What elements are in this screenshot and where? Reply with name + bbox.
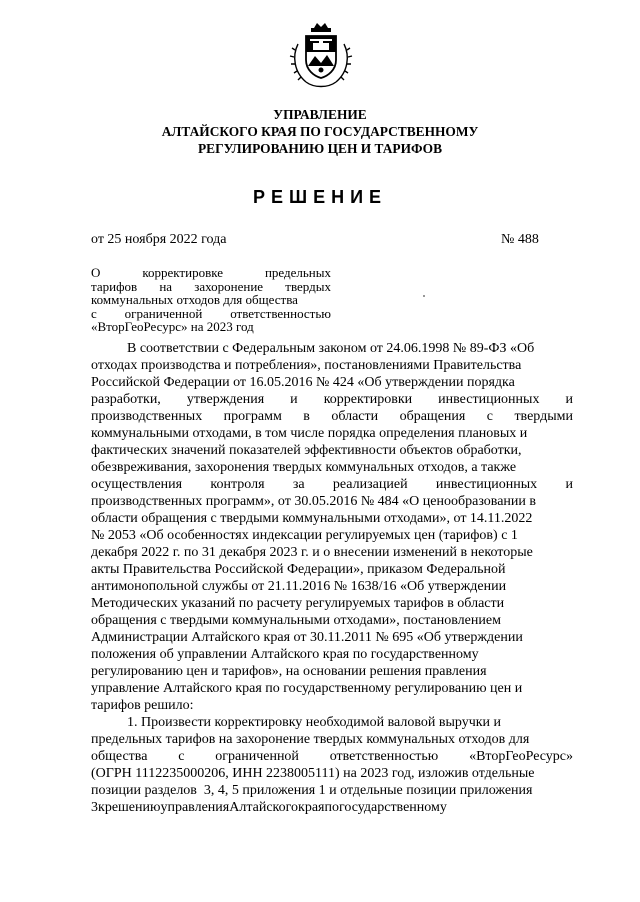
line-word: с — [178, 749, 185, 764]
line-word: ограниченной — [124, 305, 203, 321]
body-line — [91, 663, 573, 680]
body-line — [91, 680, 573, 697]
body-line — [91, 527, 573, 544]
body-line — [91, 425, 573, 442]
body-line — [91, 697, 573, 714]
line-word: Российской Федерации от 16.05.2016 № 424 «Об утверждении порядка — [91, 375, 515, 390]
line-word: инвестиционных — [438, 392, 540, 407]
subject-line — [91, 266, 331, 280]
line-word: ответственностью — [329, 749, 439, 764]
line-word: № 2053 «Об особенностях индексации регулируемых цен (тарифов) с 1 — [91, 528, 518, 543]
org-name-line-3: РЕГУЛИРОВАНИЮ ЦЕН И ТАРИФОВ — [197, 141, 443, 156]
line-word: обращения — [399, 409, 466, 424]
body-line — [91, 765, 573, 782]
line-word: производственных — [91, 409, 203, 424]
line-word: 3 — [91, 800, 98, 815]
line-word: Алтайского — [229, 800, 299, 815]
line-word: производственных программ», от 30.05.2016 № 484 «О ценообразовании в — [91, 494, 536, 509]
org-name-line-2: АЛТАЙСКОГО КРАЯ ПО ГОСУДАРСТВЕННОМУ — [161, 124, 479, 139]
line-word: контроля — [210, 477, 265, 492]
body-line — [91, 408, 573, 425]
line-word: управление Алтайского края по государственному регулированию цен и — [91, 681, 523, 696]
body-line — [91, 799, 573, 816]
document-date: от 25 ноября 2022 года — [91, 232, 227, 247]
line-word: корректировке — [142, 265, 223, 280]
line-word: ответственностью — [230, 305, 331, 321]
body-line — [91, 578, 573, 595]
body-line — [91, 340, 573, 357]
line-word: к — [98, 800, 105, 815]
line-word: решению — [104, 800, 161, 815]
line-word: с — [91, 305, 97, 321]
line-word: программ — [223, 409, 282, 424]
subject-line — [91, 320, 331, 334]
line-word: с — [486, 409, 493, 424]
body-line — [91, 476, 573, 493]
line-word: на — [159, 278, 173, 294]
line-word: Методических указаний по расчету регулируемых тарифов в области — [91, 596, 505, 611]
body-line — [91, 646, 573, 663]
line-word: по — [324, 800, 339, 815]
line-word: твердыми — [514, 409, 573, 424]
document-title: РЕШЕНИЕ — [252, 187, 388, 207]
line-word: инвестиционных — [435, 477, 538, 492]
line-word: за — [292, 477, 305, 492]
line-word: предельных тарифов на захоронение твердых коммунальных отходов для — [91, 732, 530, 747]
line-word: регулированию цен и тарифов», на основании решения правления — [91, 664, 487, 679]
body-line — [91, 714, 573, 731]
line-word: и — [290, 392, 298, 407]
line-word: тарифов решило: — [91, 698, 194, 713]
body-line — [91, 612, 573, 629]
line-word: края — [298, 800, 325, 815]
line-word: утверждения — [186, 392, 265, 407]
line-word: и — [565, 392, 573, 407]
body-line — [91, 748, 573, 765]
body-line — [91, 459, 573, 476]
coat-of-arms-icon — [288, 22, 354, 90]
document-body — [91, 340, 573, 816]
line-word: «ВторГеоРесурс» — [469, 749, 573, 764]
line-word: обращения с твердыми коммунальными отходами», постановлением — [91, 613, 501, 628]
line-word: ограниченной — [215, 749, 299, 764]
line-word: 1. Произвести корректировку необходимой валовой выручки и — [127, 715, 502, 730]
line-word: реализацией — [332, 477, 408, 492]
subject-line — [91, 280, 331, 294]
body-line — [91, 391, 573, 408]
line-word: отходах производства и потребления», постановлениями Правительства — [91, 358, 522, 373]
line-word: предельных — [264, 265, 331, 280]
body-line — [91, 357, 573, 374]
document-subject — [91, 266, 331, 334]
body-line — [91, 782, 573, 799]
body-line — [91, 493, 573, 510]
line-word: управления — [160, 800, 230, 815]
body-line — [91, 629, 573, 646]
line-word: акты Правительства Российской Федерации», приказом Федеральной — [91, 562, 506, 577]
body-line — [91, 544, 573, 561]
line-word: корректировки — [323, 392, 413, 407]
line-word: позиции разделов 3, 4, 5 приложения 1 и отдельные позиции приложения — [91, 783, 533, 798]
document-number: № 488 — [501, 232, 539, 247]
line-word: В соответствии с Федеральным законом от 24.06.1998 № 89-ФЗ «Об — [127, 341, 535, 356]
body-line — [91, 374, 573, 391]
line-word: тарифов — [91, 278, 138, 294]
org-name-line-1: УПРАВЛЕНИЕ — [273, 107, 367, 122]
body-line — [91, 442, 573, 459]
line-word: захоронение — [194, 278, 264, 294]
line-word: и — [565, 477, 573, 492]
body-line — [91, 731, 573, 748]
line-word: государственному — [339, 800, 447, 815]
line-word: в — [303, 409, 310, 424]
body-line — [91, 561, 573, 578]
body-line — [91, 595, 573, 612]
line-word: декабря 2022 г. по 31 декабря 2023 г. и о внесении изменений в некоторые — [91, 545, 533, 560]
line-word: твердых — [285, 278, 331, 294]
line-word: «ВторГеоРесурс» на 2023 год — [91, 319, 254, 334]
line-word: антимонопольной службы от 21.11.2016 № 1638/16 «Об утверждении — [91, 579, 507, 594]
line-word: Администрации Алтайского края от 30.11.2011 № 695 «Об утверждении — [91, 630, 523, 645]
line-word: разработки, — [91, 392, 161, 407]
line-word: обезвреживания, захоронения твердых коммунальных отходов, а также — [91, 460, 517, 475]
line-word: осуществления — [91, 477, 183, 492]
line-word: области обращения с твердыми коммунальными отходами», от 14.11.2022 — [91, 511, 533, 526]
line-word: общества — [91, 749, 148, 764]
scan-speck — [423, 295, 425, 297]
line-word: коммунальными отходами, в том числе порядка определения плановых и — [91, 426, 528, 441]
line-word: фактических значений показателей эффективности объектов обработки, — [91, 443, 522, 458]
line-word: положения об управлении Алтайского края по государственному — [91, 647, 479, 662]
subject-line — [91, 307, 331, 321]
line-word: области — [331, 409, 379, 424]
body-line — [91, 510, 573, 527]
line-word: (ОГРН 1112235000206, ИНН 2238005111) на 2023 год, изложив отдельные — [91, 766, 535, 781]
line-word: О — [91, 265, 101, 280]
line-word: коммунальных отходов для общества — [91, 292, 298, 307]
subject-line — [91, 293, 331, 307]
